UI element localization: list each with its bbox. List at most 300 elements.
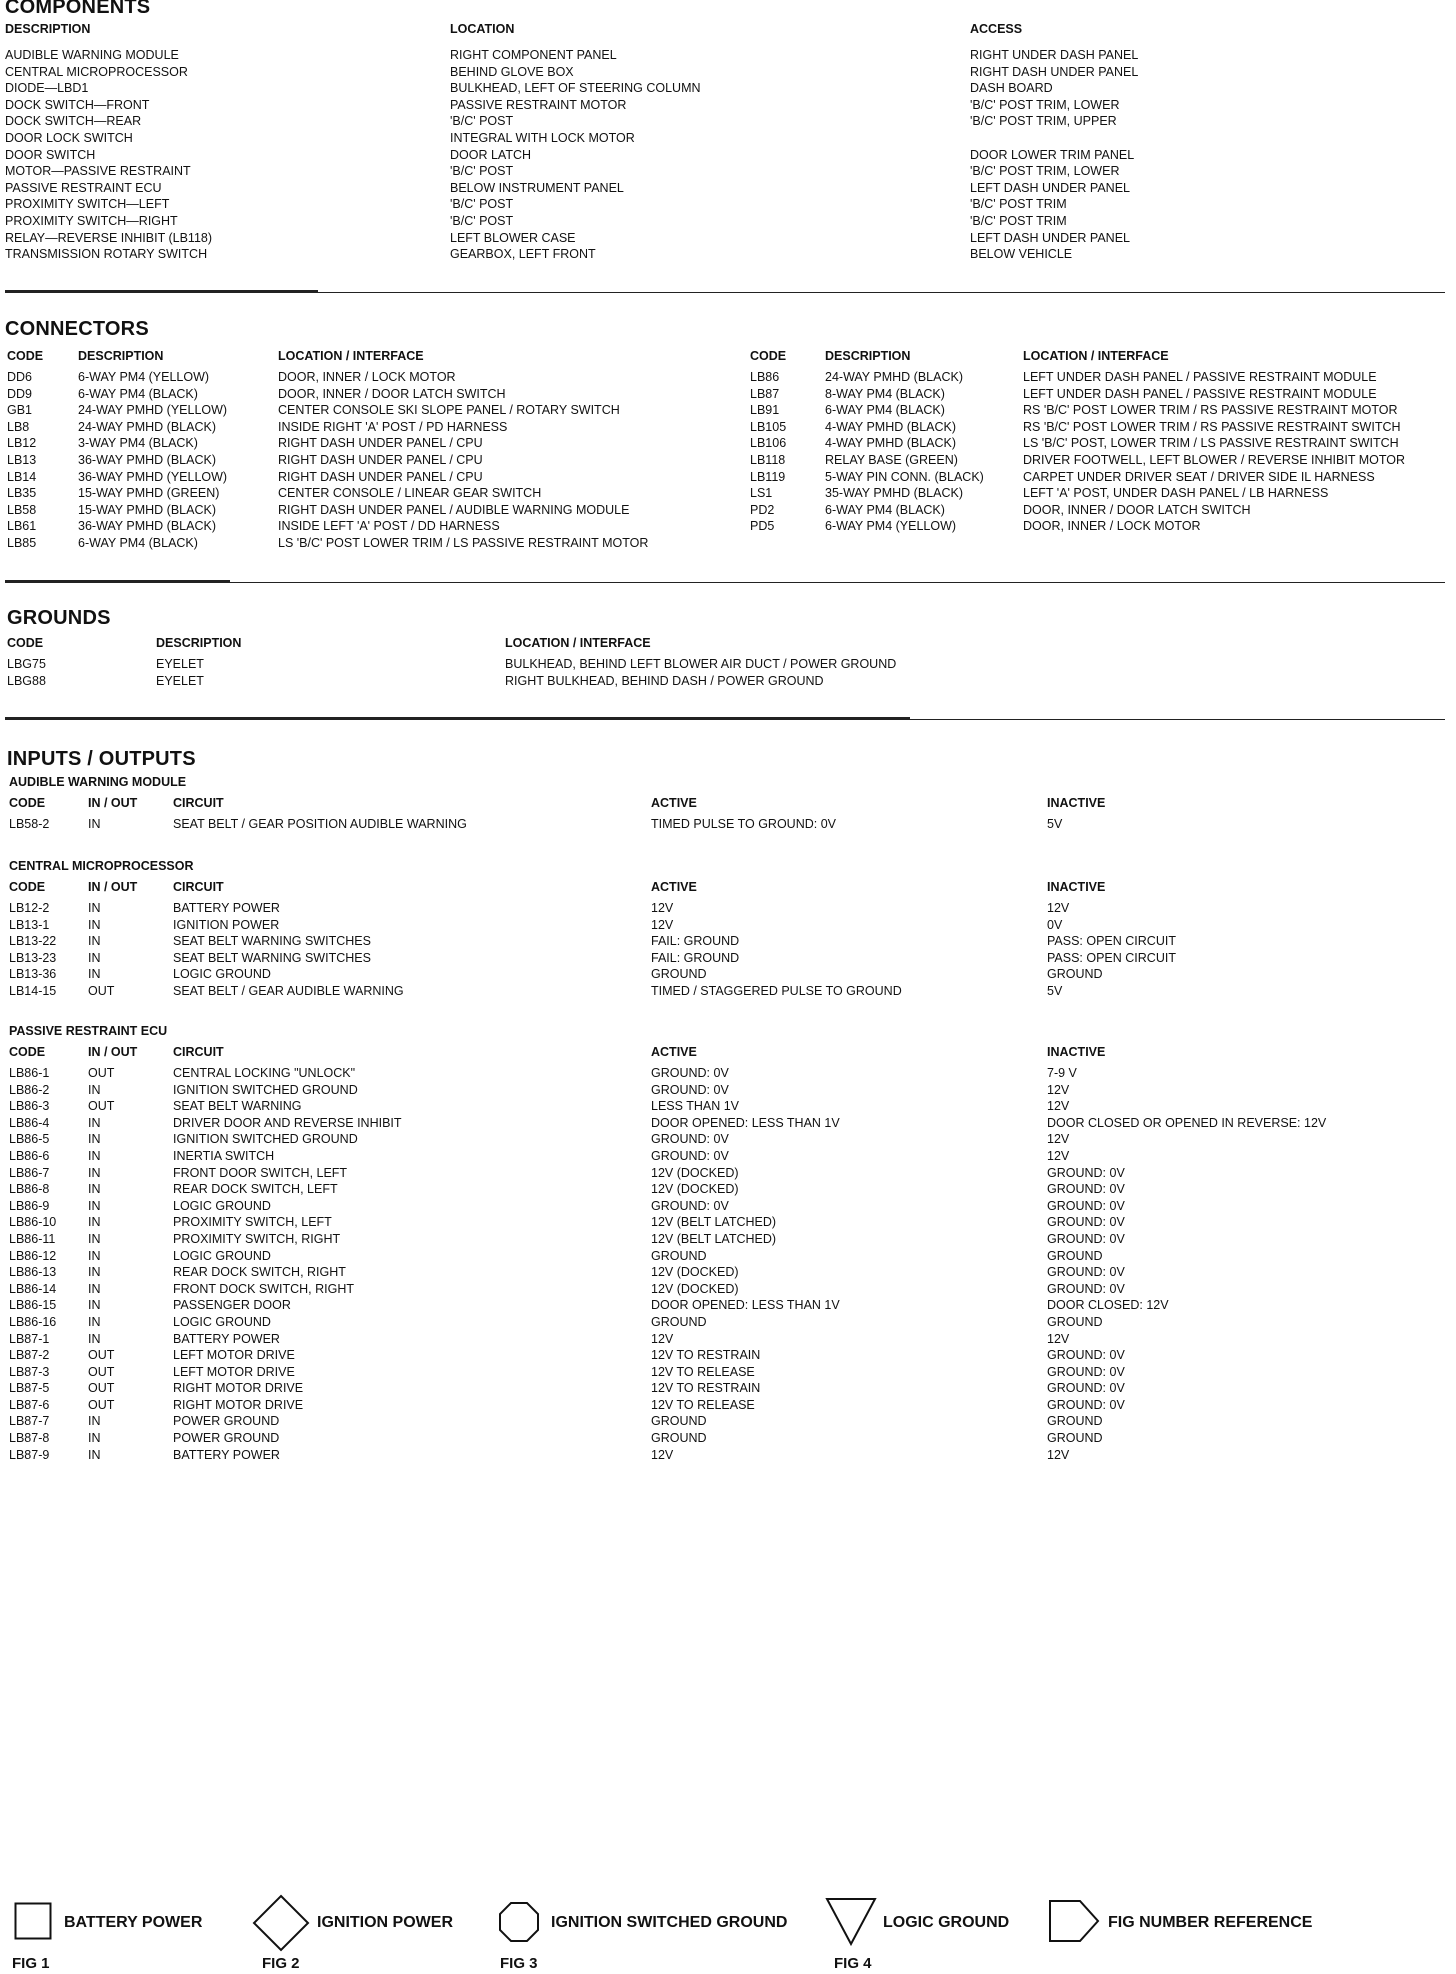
io-cell-inactive: GROUND: 0V	[1047, 1381, 1125, 1396]
io-group-title: AUDIBLE WARNING MODULE	[9, 775, 187, 789]
connector-code: LB12	[7, 436, 37, 451]
io-cell-active: 12V	[651, 901, 674, 915]
component-access: DOOR LOWER TRIM PANEL	[970, 147, 1135, 162]
component-description: DOOR SWITCH	[5, 147, 96, 162]
io-cell-active: 12V (DOCKED)	[651, 1182, 739, 1197]
io-cell-active: GROUND: 0V	[651, 1066, 729, 1080]
component-access: DASH BOARD	[970, 81, 1053, 96]
io-cell-active: TIMED PULSE TO GROUND: 0V	[651, 817, 836, 831]
component-location: BEHIND GLOVE BOX	[450, 64, 574, 79]
ground-location: BULKHEAD, BEHIND LEFT BLOWER AIR DUCT / POWER GROUND	[505, 657, 897, 671]
io-cell-inactive: 12V	[1047, 901, 1070, 915]
io-cell-code: LB87-2	[9, 1348, 50, 1363]
legend-label-ignition-power: IGNITION POWER	[317, 1914, 453, 1931]
components-title: COMPONENTS	[5, 0, 151, 18]
io-cell-inactive: 12V	[1047, 1082, 1070, 1097]
io-cell-circuit: FRONT DOOR SWITCH, LEFT	[173, 1165, 348, 1180]
io-cell-inout: OUT	[88, 983, 115, 998]
io-cell-code: LB86-13	[9, 1265, 57, 1280]
connector-description: 24-WAY PMHD (BLACK)	[825, 370, 963, 384]
io-cell-active: GROUND	[651, 1248, 707, 1263]
io-cell-active: GROUND: 0V	[651, 1132, 729, 1147]
io-header-circuit: CIRCUIT	[173, 796, 224, 810]
io-cell-circuit: SEAT BELT WARNING	[173, 1099, 302, 1114]
io-cell-inactive: DOOR CLOSED OR OPENED IN REVERSE: 12V	[1047, 1115, 1327, 1130]
io-cell-inout: OUT	[88, 1348, 115, 1363]
connector-location: DOOR, INNER / LOCK MOTOR	[1023, 519, 1201, 534]
connector-description: 4-WAY PMHD (BLACK)	[825, 419, 957, 434]
component-access: BELOW VEHICLE	[970, 247, 1073, 262]
component-access: RIGHT DASH UNDER PANEL	[970, 64, 1139, 79]
io-cell-circuit: PASSENGER DOOR	[173, 1298, 291, 1313]
connector-description: 6-WAY PM4 (BLACK)	[825, 403, 945, 418]
io-cell-active: GROUND	[651, 1431, 707, 1446]
triangle-down-icon	[825, 1896, 877, 1948]
io-cell-code: LB86-5	[9, 1132, 50, 1147]
io-cell-inactive: PASS: OPEN CIRCUIT	[1047, 950, 1176, 965]
connectors-header-location-right: LOCATION / INTERFACE	[1023, 349, 1169, 363]
io-cell-circuit: LOGIC GROUND	[173, 1248, 271, 1263]
connectors-left-description-column	[78, 369, 227, 552]
io-cell-inout: IN	[88, 1248, 101, 1263]
io-cell-active: LESS THAN 1V	[651, 1099, 740, 1114]
io-cell-circuit: IGNITION POWER	[173, 917, 280, 932]
io-column-active	[651, 816, 836, 833]
io-cell-inactive: GROUND: 0V	[1047, 1397, 1125, 1412]
io-cell-code: LB86-12	[9, 1248, 57, 1263]
grounds-header-description: DESCRIPTION	[156, 636, 242, 650]
io-cell-circuit: INERTIA SWITCH	[173, 1148, 275, 1163]
legend-label-fig-number-reference: FIG NUMBER REFERENCE	[1108, 1914, 1313, 1931]
io-column-code	[9, 816, 49, 833]
component-location: DOOR LATCH	[450, 147, 532, 162]
io-header-inactive: INACTIVE	[1047, 880, 1106, 894]
io-cell-active: DOOR OPENED: LESS THAN 1V	[651, 1115, 840, 1130]
io-cell-inout: IN	[88, 1314, 101, 1329]
connector-description: 6-WAY PM4 (BLACK)	[825, 502, 945, 517]
io-cell-inactive: 0V	[1047, 917, 1063, 932]
io-cell-active: 12V (DOCKED)	[651, 1281, 739, 1296]
io-cell-active: 12V TO RESTRAIN	[651, 1348, 761, 1363]
io-cell-inout: OUT	[88, 1364, 115, 1379]
connector-description: 6-WAY PM4 (YELLOW)	[825, 519, 957, 534]
component-description: AUDIBLE WARNING MODULE	[5, 48, 179, 62]
io-cell-circuit: POWER GROUND	[173, 1431, 280, 1446]
io-column-circuit	[173, 816, 467, 833]
component-access: 'B/C' POST TRIM, LOWER	[970, 97, 1120, 112]
io-cell-circuit: POWER GROUND	[173, 1414, 280, 1429]
connector-code: LB86	[750, 370, 780, 384]
components-access-column	[970, 47, 1138, 263]
grounds-code-column	[7, 656, 46, 689]
io-cell-inout: OUT	[88, 1066, 115, 1080]
io-cell-inout: IN	[88, 1414, 101, 1429]
io-header-circuit: CIRCUIT	[173, 880, 224, 894]
component-location: PASSIVE RESTRAINT MOTOR	[450, 97, 627, 112]
component-description: PASSIVE RESTRAINT ECU	[5, 180, 162, 195]
component-description: MOTOR—PASSIVE RESTRAINT	[5, 164, 191, 179]
connector-location: RIGHT DASH UNDER PANEL / CPU	[278, 452, 483, 467]
connector-code: LB35	[7, 486, 37, 501]
grounds-header-code: CODE	[7, 636, 44, 650]
connector-code: LB105	[750, 419, 787, 434]
io-cell-inout: IN	[88, 1132, 101, 1147]
io-header-code: CODE	[9, 796, 46, 810]
connectors-header-description: DESCRIPTION	[78, 349, 164, 363]
component-description: CENTRAL MICROPROCESSOR	[5, 64, 188, 79]
io-cell-inout: IN	[88, 1082, 101, 1097]
connector-description: 5-WAY PIN CONN. (BLACK)	[825, 469, 984, 484]
io-cell-inactive: 12V	[1047, 1099, 1070, 1114]
io-header-circuit: CIRCUIT	[173, 1045, 224, 1059]
component-location: INTEGRAL WITH LOCK MOTOR	[450, 130, 635, 145]
legend-fig-1: FIG 1	[12, 1955, 50, 1972]
component-description: PROXIMITY SWITCH—LEFT	[5, 197, 170, 212]
io-cell-active: 12V (DOCKED)	[651, 1165, 739, 1180]
io-cell-code: LB12-2	[9, 901, 50, 915]
connector-code: PD5	[750, 519, 775, 534]
io-cell-circuit: RIGHT MOTOR DRIVE	[173, 1397, 304, 1412]
grounds-title: GROUNDS	[7, 607, 111, 629]
io-cell-circuit: REAR DOCK SWITCH, LEFT	[173, 1182, 338, 1197]
io-cell-code: LB14-15	[9, 983, 57, 998]
io-cell-inactive: GROUND: 0V	[1047, 1364, 1125, 1379]
io-cell-code: LB86-4	[9, 1115, 50, 1130]
io-cell-code: LB87-1	[9, 1331, 50, 1346]
ground-code: LBG75	[7, 657, 46, 671]
connector-code: LB87	[750, 386, 780, 401]
connector-code: LB8	[7, 419, 30, 434]
io-cell-inout: IN	[88, 1115, 101, 1130]
io-cell-inactive: GROUND	[1047, 1414, 1103, 1429]
io-cell-inactive: 5V	[1047, 983, 1063, 998]
io-column-inout	[88, 1065, 114, 1463]
io-cell-circuit: CENTRAL LOCKING "UNLOCK"	[173, 1066, 356, 1080]
io-cell-inout: IN	[88, 1165, 101, 1180]
io-cell-code: LB86-8	[9, 1182, 50, 1197]
io-header-inout: IN / OUT	[88, 1045, 138, 1059]
connector-description: 24-WAY PMHD (BLACK)	[78, 419, 216, 434]
legend-fig-3: FIG 3	[500, 1955, 538, 1972]
connector-description: 15-WAY PMHD (BLACK)	[78, 502, 216, 517]
connector-description: RELAY BASE (GREEN)	[825, 452, 958, 467]
connector-code: LB58	[7, 502, 37, 517]
connectors-header-description-right: DESCRIPTION	[825, 349, 911, 363]
io-cell-inout: IN	[88, 1215, 101, 1230]
component-location: 'B/C' POST	[450, 164, 514, 179]
connector-description: 6-WAY PM4 (YELLOW)	[78, 370, 210, 384]
io-cell-inout: IN	[88, 1447, 101, 1462]
io-cell-inout: IN	[88, 1298, 101, 1313]
io-cell-active: GROUND: 0V	[651, 1082, 729, 1097]
io-cell-code: LB13-22	[9, 934, 57, 949]
io-cell-active: GROUND	[651, 1314, 707, 1329]
io-cell-inout: OUT	[88, 1397, 115, 1412]
connectors-header-code: CODE	[7, 349, 44, 363]
ground-description: EYELET	[156, 657, 204, 671]
connector-location: RS 'B/C' POST LOWER TRIM / RS PASSIVE RESTRAINT MOTOR	[1023, 403, 1398, 418]
io-cell-code: LB87-7	[9, 1414, 50, 1429]
io-cell-inout: IN	[88, 1148, 101, 1163]
io-cell-active: 12V (BELT LATCHED)	[651, 1215, 777, 1230]
io-cell-inactive: 12V	[1047, 1447, 1070, 1462]
io-cell-circuit: BATTERY POWER	[173, 1447, 280, 1462]
io-column-inactive	[1047, 1065, 1326, 1463]
io-header-code: CODE	[9, 1045, 46, 1059]
ground-location: RIGHT BULKHEAD, BEHIND DASH / POWER GROUND	[505, 673, 824, 688]
io-cell-circuit: IGNITION SWITCHED GROUND	[173, 1082, 358, 1097]
components-description-column	[5, 47, 212, 263]
io-cell-circuit: LOGIC GROUND	[173, 1198, 271, 1213]
io-cell-circuit: DRIVER DOOR AND REVERSE INHIBIT	[173, 1115, 402, 1130]
component-access: 'B/C' POST TRIM	[970, 213, 1067, 228]
io-cell-inactive: GROUND: 0V	[1047, 1182, 1125, 1197]
io-header-inout: IN / OUT	[88, 880, 138, 894]
io-cell-inout: IN	[88, 950, 101, 965]
io-cell-inactive: GROUND	[1047, 967, 1103, 982]
io-cell-active: 12V	[651, 917, 674, 932]
io-cell-code: LB87-9	[9, 1447, 50, 1462]
connector-location: CENTER CONSOLE / LINEAR GEAR SWITCH	[278, 486, 542, 501]
legend-fig-2: FIG 2	[262, 1955, 300, 1972]
io-cell-circuit: IGNITION SWITCHED GROUND	[173, 1132, 358, 1147]
io-cell-code: LB86-14	[9, 1281, 57, 1296]
connector-location: DOOR, INNER / DOOR LATCH SWITCH	[1023, 502, 1251, 517]
io-cell-active: GROUND: 0V	[651, 1148, 729, 1163]
io-cell-circuit: LOGIC GROUND	[173, 967, 271, 982]
io-cell-inout: IN	[88, 1281, 101, 1296]
io-cell-code: LB13-23	[9, 950, 57, 965]
connector-code: GB1	[7, 403, 33, 418]
connector-location: LEFT UNDER DASH PANEL / PASSIVE RESTRAINT MODULE	[1023, 386, 1377, 401]
connector-code: LB91	[750, 403, 780, 418]
io-cell-active: GROUND	[651, 967, 707, 982]
io-column-inactive	[1047, 816, 1062, 833]
diamond-icon	[252, 1894, 310, 1952]
connector-code: LB85	[7, 535, 37, 550]
connector-code: LB13	[7, 452, 37, 467]
grounds-description-column	[156, 656, 204, 689]
connector-code: LS1	[750, 486, 773, 501]
component-location: BELOW INSTRUMENT PANEL	[450, 180, 624, 195]
connector-code: LB106	[750, 436, 787, 451]
io-cell-active: FAIL: GROUND	[651, 934, 740, 949]
io-cell-active: 12V TO RELEASE	[651, 1397, 755, 1412]
legend-label-logic-ground: LOGIC GROUND	[883, 1914, 1010, 1931]
io-cell-inout: OUT	[88, 1381, 115, 1396]
connector-description: 36-WAY PMHD (BLACK)	[78, 519, 216, 534]
connectors-left-location-column	[278, 369, 648, 552]
square-icon	[14, 1902, 54, 1942]
io-cell-inactive: 12V	[1047, 1331, 1070, 1346]
io-cell-inout: IN	[88, 901, 101, 915]
io-cell-active: 12V (BELT LATCHED)	[651, 1231, 777, 1246]
io-cell-inactive: GROUND	[1047, 1431, 1103, 1446]
component-access: 'B/C' POST TRIM, LOWER	[970, 164, 1120, 179]
component-location: LEFT BLOWER CASE	[450, 230, 576, 245]
component-description: DOCK SWITCH—FRONT	[5, 97, 150, 112]
connectors-right-description-column	[825, 369, 984, 535]
connector-code: LB14	[7, 469, 37, 484]
io-cell-code: LB87-8	[9, 1431, 50, 1446]
io-cell-inactive: 7-9 V	[1047, 1066, 1077, 1080]
io-cell-active: 12V TO RELEASE	[651, 1364, 755, 1379]
io-cell-active: GROUND	[651, 1414, 707, 1429]
io-cell-active: 12V TO RESTRAIN	[651, 1381, 761, 1396]
connector-description: 35-WAY PMHD (BLACK)	[825, 486, 963, 501]
section-divider	[5, 582, 1445, 583]
connector-location: DRIVER FOOTWELL, LEFT BLOWER / REVERSE INHIBIT MOTOR	[1023, 452, 1406, 467]
io-column-circuit	[173, 900, 404, 1000]
connectors-left-code-column	[7, 369, 36, 552]
connector-description: 6-WAY PM4 (BLACK)	[78, 535, 198, 550]
io-cell-inout: IN	[88, 917, 101, 932]
io-cell-inout: IN	[88, 1198, 101, 1213]
io-cell-inactive: 5V	[1047, 817, 1063, 831]
io-cell-inout: IN	[88, 934, 101, 949]
connector-code: LB119	[750, 469, 786, 484]
io-column-active	[651, 1065, 840, 1463]
component-description: DOCK SWITCH—REAR	[5, 114, 142, 129]
connector-location: INSIDE LEFT 'A' POST / DD HARNESS	[278, 519, 500, 534]
io-cell-code: LB87-6	[9, 1397, 50, 1412]
connector-location: CENTER CONSOLE SKI SLOPE PANEL / ROTARY SWITCH	[278, 403, 620, 418]
component-description: PROXIMITY SWITCH—RIGHT	[5, 213, 178, 228]
io-header-active: ACTIVE	[651, 1045, 697, 1059]
connector-code: LB61	[7, 519, 37, 534]
io-cell-active: 12V	[651, 1331, 674, 1346]
io-cell-inactive: GROUND: 0V	[1047, 1281, 1125, 1296]
io-cell-inactive: GROUND: 0V	[1047, 1198, 1125, 1213]
connectors-title: CONNECTORS	[5, 318, 149, 340]
io-cell-code: LB86-6	[9, 1148, 50, 1163]
io-cell-inout: IN	[88, 1331, 101, 1346]
components-header-location: LOCATION	[450, 22, 515, 36]
io-cell-inout: IN	[88, 1231, 101, 1246]
io-header-inout: IN / OUT	[88, 796, 138, 810]
io-cell-circuit: SEAT BELT / GEAR AUDIBLE WARNING	[173, 983, 404, 998]
connectors-header-code-right: CODE	[750, 349, 787, 363]
io-cell-inout: IN	[88, 1431, 101, 1446]
component-description: DOOR LOCK SWITCH	[5, 130, 133, 145]
io-cell-circuit: FRONT DOCK SWITCH, RIGHT	[173, 1281, 355, 1296]
connectors-right-code-column	[750, 369, 786, 535]
io-cell-code: LB86-1	[9, 1066, 50, 1080]
io-cell-circuit: BATTERY POWER	[173, 901, 280, 915]
io-cell-inout: IN	[88, 1265, 101, 1280]
connectors-right-location-column	[1023, 369, 1405, 535]
component-access: LEFT DASH UNDER PANEL	[970, 180, 1130, 195]
component-location: 'B/C' POST	[450, 114, 514, 129]
connector-description: 8-WAY PM4 (BLACK)	[825, 386, 945, 401]
io-cell-code: LB58-2	[9, 817, 50, 831]
io-cell-inout: OUT	[88, 1099, 115, 1114]
component-access: LEFT DASH UNDER PANEL	[970, 230, 1130, 245]
io-cell-circuit: RIGHT MOTOR DRIVE	[173, 1381, 304, 1396]
connector-code: DD9	[7, 386, 33, 401]
io-cell-circuit: BATTERY POWER	[173, 1331, 280, 1346]
io-header-code: CODE	[9, 880, 46, 894]
connector-location: RIGHT DASH UNDER PANEL / CPU	[278, 469, 483, 484]
io-cell-code: LB86-11	[9, 1231, 56, 1246]
components-header-access: ACCESS	[970, 22, 1023, 36]
legend-label-battery-power: BATTERY POWER	[64, 1914, 203, 1931]
io-cell-circuit: LEFT MOTOR DRIVE	[173, 1364, 295, 1379]
io-column-inactive	[1047, 900, 1176, 1000]
io-header-active: ACTIVE	[651, 880, 697, 894]
io-title: INPUTS / OUTPUTS	[7, 748, 196, 770]
connector-location: LEFT UNDER DASH PANEL / PASSIVE RESTRAINT MODULE	[1023, 370, 1377, 384]
connector-description: 4-WAY PMHD (BLACK)	[825, 436, 957, 451]
section-divider	[5, 719, 1445, 720]
io-cell-inactive: GROUND: 0V	[1047, 1165, 1125, 1180]
connector-location: RIGHT DASH UNDER PANEL / CPU	[278, 436, 483, 451]
connector-location: CARPET UNDER DRIVER SEAT / DRIVER SIDE IL HARNESS	[1023, 469, 1375, 484]
component-description: DIODE—LBD1	[5, 81, 89, 96]
connector-description: 36-WAY PMHD (BLACK)	[78, 452, 216, 467]
component-access: 'B/C' POST TRIM, UPPER	[970, 114, 1117, 129]
io-column-active	[651, 900, 902, 1000]
io-cell-code: LB86-7	[9, 1165, 50, 1180]
io-cell-active: TIMED / STAGGERED PULSE TO GROUND	[651, 983, 902, 998]
section-divider	[5, 292, 1445, 293]
io-header-inactive: INACTIVE	[1047, 796, 1106, 810]
component-access: 'B/C' POST TRIM	[970, 197, 1067, 212]
io-cell-active: GROUND: 0V	[651, 1198, 729, 1213]
component-location: 'B/C' POST	[450, 197, 514, 212]
connector-description: 36-WAY PMHD (YELLOW)	[78, 469, 228, 484]
component-access	[970, 130, 1138, 147]
connector-location: DOOR, INNER / LOCK MOTOR	[278, 370, 456, 384]
io-cell-code: LB87-3	[9, 1364, 50, 1379]
io-cell-inactive: 12V	[1047, 1132, 1070, 1147]
io-group-title: CENTRAL MICROPROCESSOR	[9, 859, 194, 873]
connector-location: LS 'B/C' POST, LOWER TRIM / LS PASSIVE RESTRAINT SWITCH	[1023, 436, 1399, 451]
io-header-inactive: INACTIVE	[1047, 1045, 1106, 1059]
io-cell-active: 12V (DOCKED)	[651, 1265, 739, 1280]
io-cell-circuit: PROXIMITY SWITCH, LEFT	[173, 1215, 332, 1230]
connector-location: INSIDE RIGHT 'A' POST / PD HARNESS	[278, 419, 508, 434]
octagon-icon	[498, 1901, 540, 1943]
io-cell-circuit: LEFT MOTOR DRIVE	[173, 1348, 295, 1363]
io-cell-code: LB86-9	[9, 1198, 50, 1213]
io-column-code	[9, 900, 56, 1000]
component-location: RIGHT COMPONENT PANEL	[450, 48, 617, 62]
io-cell-inactive: GROUND: 0V	[1047, 1231, 1125, 1246]
io-cell-circuit: PROXIMITY SWITCH, RIGHT	[173, 1231, 341, 1246]
io-column-code	[9, 1065, 56, 1463]
io-cell-active: DOOR OPENED: LESS THAN 1V	[651, 1298, 840, 1313]
components-header-description: DESCRIPTION	[5, 22, 91, 36]
ground-code: LBG88	[7, 673, 46, 688]
io-column-circuit	[173, 1065, 402, 1463]
io-cell-code: LB86-2	[9, 1082, 50, 1097]
io-cell-circuit: SEAT BELT WARNING SWITCHES	[173, 950, 371, 965]
components-location-column	[450, 47, 701, 263]
io-cell-code: LB86-3	[9, 1099, 50, 1114]
io-cell-circuit: LOGIC GROUND	[173, 1314, 271, 1329]
io-cell-active: FAIL: GROUND	[651, 950, 740, 965]
io-cell-inactive: GROUND: 0V	[1047, 1265, 1125, 1280]
component-description: RELAY—REVERSE INHIBIT (LB118)	[5, 230, 213, 245]
io-cell-inactive: 12V	[1047, 1148, 1070, 1163]
ground-description: EYELET	[156, 673, 204, 688]
io-cell-inactive: DOOR CLOSED: 12V	[1047, 1298, 1169, 1313]
component-description: TRANSMISSION ROTARY SWITCH	[5, 247, 208, 262]
io-cell-inactive: GROUND	[1047, 1314, 1103, 1329]
io-cell-code: LB13-36	[9, 967, 57, 982]
io-cell-inout: IN	[88, 817, 101, 831]
